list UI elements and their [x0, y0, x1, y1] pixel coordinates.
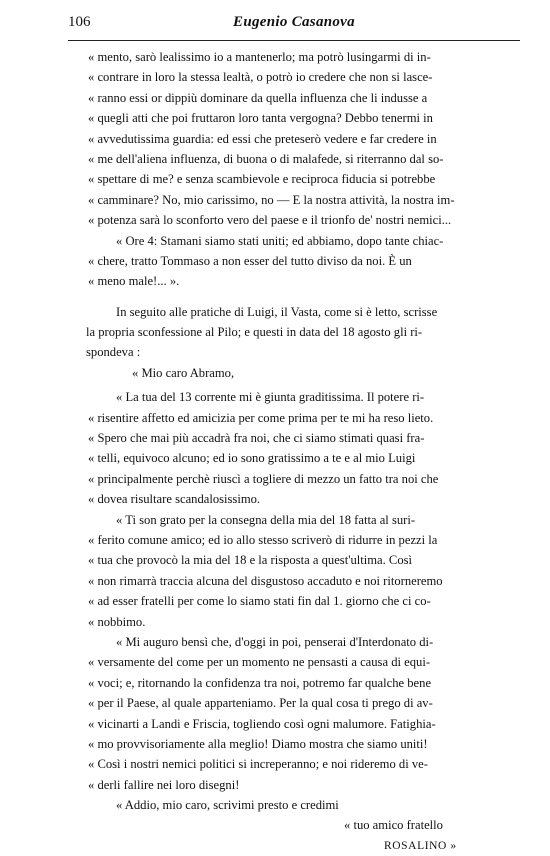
running-head: Eugenio Casanova — [233, 14, 355, 30]
text-line: « Addio, mio caro, scrivimi presto e credimi — [116, 798, 339, 813]
text-line: « ranno essi or dippiù dominare da quella influenza che li indusse a — [88, 90, 428, 105]
text-line: « voci; e, ritornando la confidenza tra noi, potremo far qualche bene — [88, 675, 432, 690]
text-line: « contrare in loro la stessa lealtà, o potrò io credere che non si lasce- — [88, 70, 433, 85]
text-line: « quegli atti che poi fruttaron loro tanta vergogna? Debbo tenermi in — [88, 111, 433, 126]
text-line: « non rimarrà traccia alcuna del disgustoso accaduto e noi ritorneremo — [88, 573, 443, 588]
text-line: « Mi auguro bensì che, d'oggi in poi, penserai d'Interdonato di- — [116, 634, 434, 649]
text-line: « Ti son grato per la consegna della mia del 18 fatta al suri- — [116, 512, 416, 527]
text-line: « versamente del come per un momento ne pensasti a causa di equi- — [88, 655, 431, 670]
spacer — [88, 292, 522, 302]
text-line: « me dell'aliena influenza, di buona o di malafede, si riterranno dal so- — [88, 151, 444, 166]
page-header — [68, 14, 520, 36]
text-line: « ad esser fratelli per come lo siamo stati fin dal 1. giorno che ci co- — [88, 594, 431, 609]
text-line: In seguito alle pratiche di Luigi, il Vasta, come si è letto, scrisse — [116, 304, 438, 319]
text-line: la propria sconfessione al Pilo; e questi in data del 18 agosto gli ri- — [86, 325, 423, 340]
text-line: « Ore 4: Stamani siamo stati uniti; ed abbiamo, dopo tante chiac- — [116, 233, 444, 248]
text-line: « nobbimo. — [88, 614, 146, 629]
text-line: « avvedutissima guardia: ed essi che preteserò vedere e far credere in — [88, 131, 437, 146]
text-line: « tuo amico fratello — [344, 818, 443, 833]
text-line: « potenza sarà lo sconforto vero del paese e il trionfo de' nostri nemici... — [88, 213, 452, 228]
text-line: « Spero che mai più accadrà fra noi, che ci siamo stimati quasi fra- — [88, 431, 425, 446]
text-line: « meno male!... ». — [88, 274, 180, 289]
text-line: « ferito comune amico; ed io allo stesso scriverò di ridurre in pezzi la — [88, 532, 438, 547]
text-line: « Così i nostri nemici politici si increperanno; e noi rideremo di ve- — [88, 757, 428, 772]
header-rule — [68, 40, 520, 41]
text-line: « risentire affetto ed amicizia per come prima per te mi ha reso lieto. — [88, 410, 434, 425]
text-line: « camminare? No, mio carissimo, no — E la nostra attività, la nostra im- — [88, 192, 455, 207]
text-line: « per il Paese, al quale apparteniamo. Per la qual cosa ti prego di av- — [88, 696, 433, 711]
text-line: « tua che provocò la mia del 18 e la risposta a quest'ultima. Così — [88, 553, 413, 568]
text-line: « dovea risultare scandalosissimo. — [88, 492, 261, 507]
text-line: « principalmente perchè riuscì a togliere di mezzo un fatto tra noi che — [88, 471, 439, 486]
text-line: « derli fallire nei loro disegni! — [88, 777, 240, 792]
text-line: spondeva : — [86, 345, 141, 360]
text-line: « La tua del 13 corrente mi è giunta graditissima. Il potere ri- — [116, 390, 425, 405]
text-line: « Mio caro Abramo, — [132, 365, 235, 380]
text-line: « spettare di me? e senza scambievole e reciproca fiducia si potrebbe — [88, 172, 436, 187]
text-line: « chere, tratto Tommaso a non esser del tutto diviso da noi. È un — [88, 253, 412, 268]
text-line: ROSALINO » — [384, 839, 457, 852]
page-number: 106 — [68, 14, 91, 30]
text-line: « vicinarti a Landi e Friscia, togliendo così ogni malumore. Fatighia- — [88, 716, 436, 731]
text-line: « mo provvisoriamente alla meglio! Diamo mostra che siamo uniti! — [88, 736, 428, 751]
text-line: « telli, equivoco alcuno; ed io sono gratissimo a te e al mio Luigi — [88, 451, 416, 466]
text-line: « mento, sarò lealissimo io a mantenerlo; ma potrò lusingarmi di in- — [88, 50, 431, 64]
body-text — [88, 47, 522, 856]
